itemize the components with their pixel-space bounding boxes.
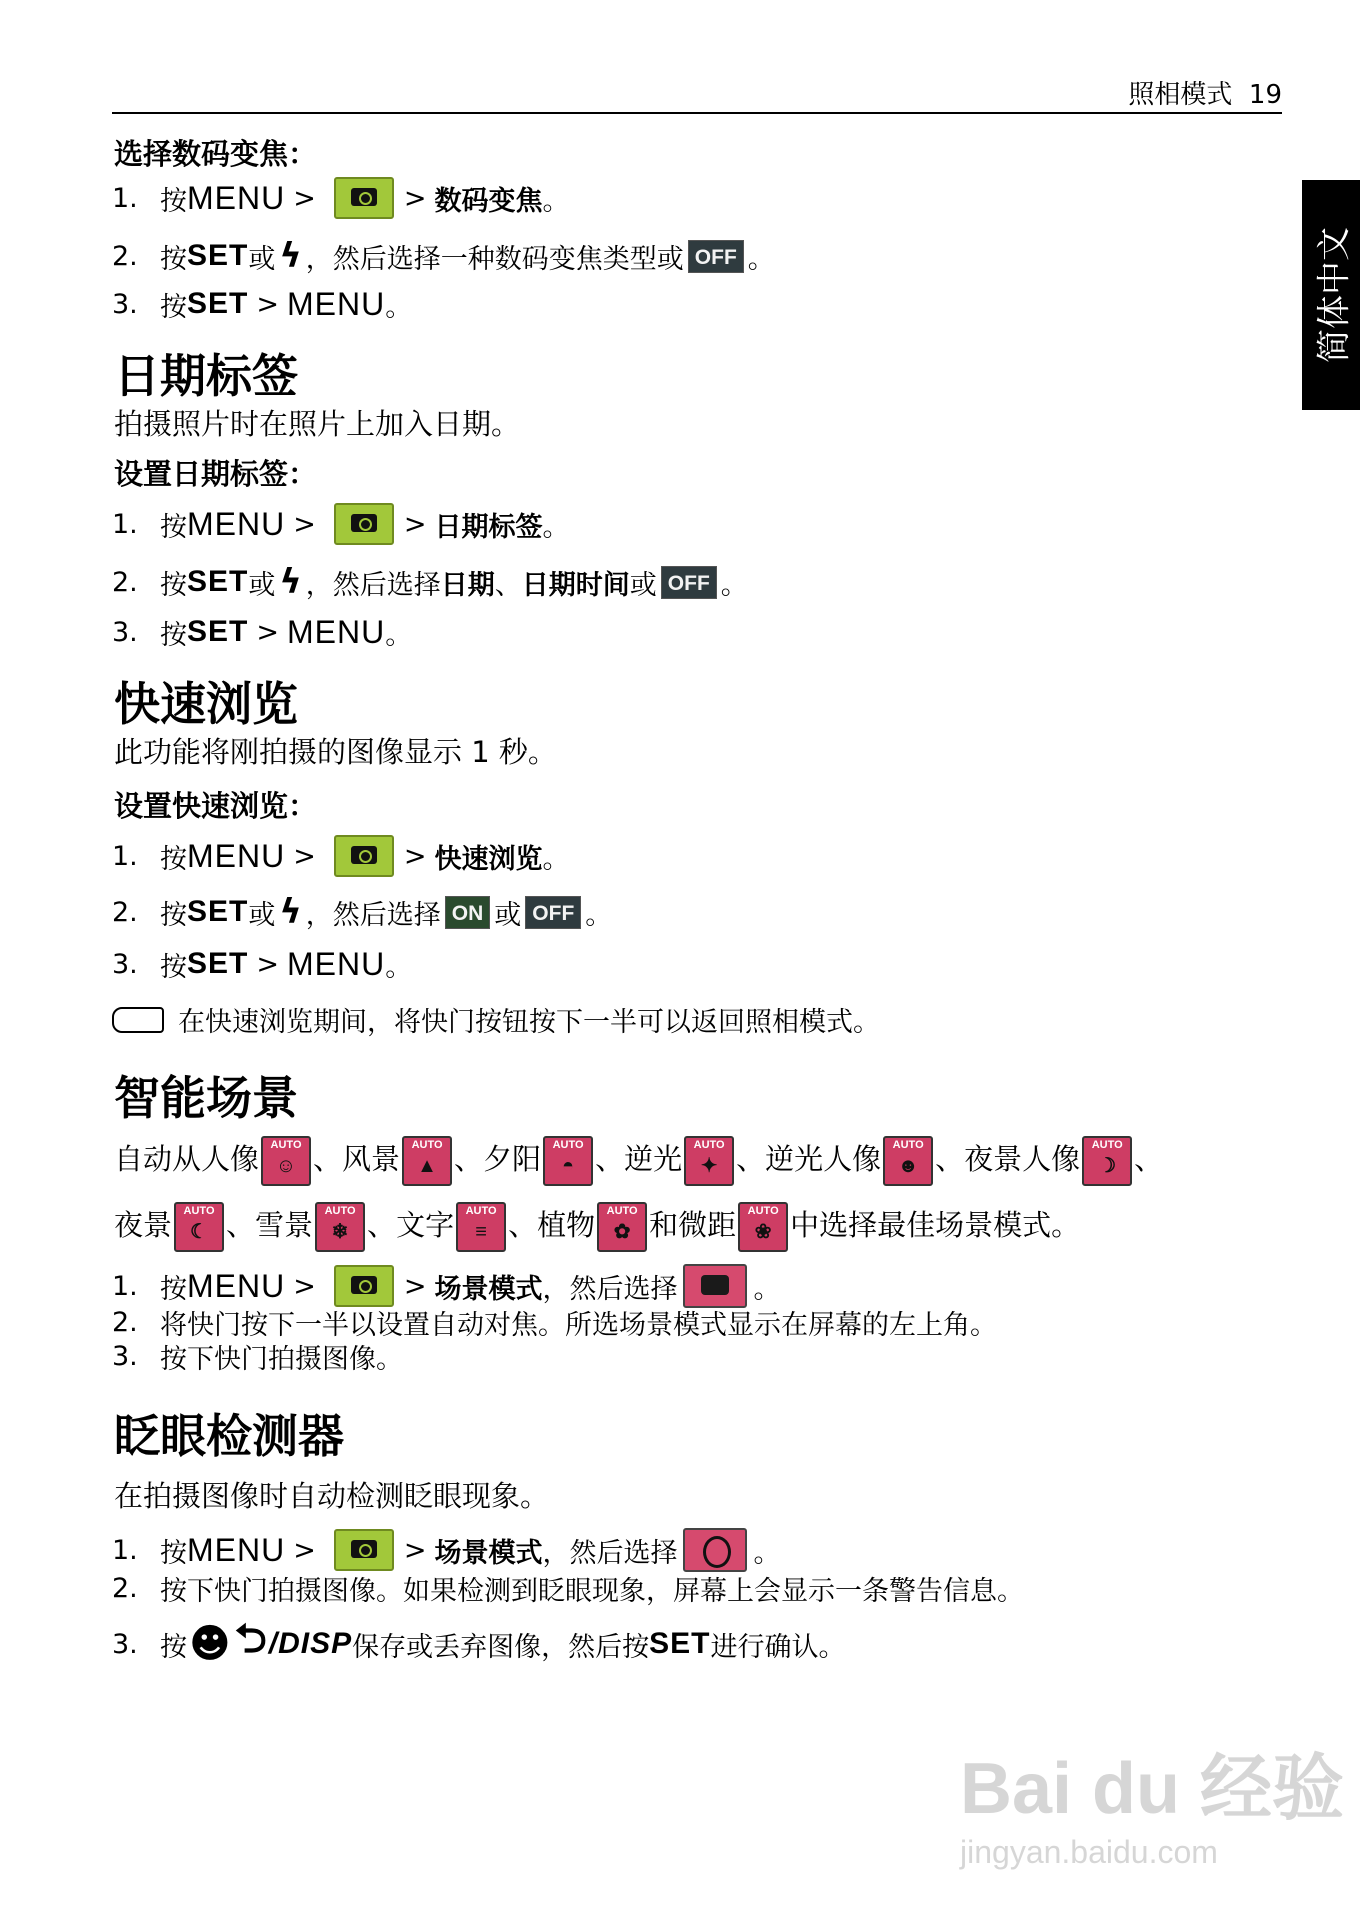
flash-icon: ϟ: [279, 562, 302, 602]
off-icon: OFF: [525, 896, 581, 929]
blink-detector-title: 眨眼检测器: [114, 1409, 344, 1463]
flash-icon: ϟ: [279, 236, 302, 276]
review-step-1: 1. 按 MENU > > 快速浏览 。: [112, 832, 569, 880]
date-step-1: 1. 按 MENU > > 日期标签 。: [112, 500, 569, 548]
header-divider: [112, 112, 1282, 114]
auto-night-icon: AUTO ☾: [174, 1202, 224, 1252]
baidu-watermark: Bai du 经验 jingyan.baidu.com: [960, 1749, 1345, 1870]
smart-scene-icon: [683, 1264, 747, 1308]
on-icon: ON: [445, 896, 491, 929]
review-step-2: 2. 按 SET 或 ϟ ，然后选择 ON 或 OFF 。: [112, 892, 613, 932]
smart-scene-title: 智能场景: [114, 1071, 298, 1125]
blink-step-2: 2. 按下快门拍摄图像。如果检测到眨眼现象，屏幕上会显示一条警告信息。: [112, 1572, 1024, 1607]
digital-zoom-subtitle: 选择数码变焦：: [114, 137, 318, 171]
menu-key: MENU: [187, 179, 286, 216]
off-icon: OFF: [688, 240, 744, 273]
pointing-hand-icon: [112, 1007, 164, 1033]
quick-review-desc: 此功能将刚拍摄的图像显示 1 秒。: [114, 735, 557, 769]
zoom-step-3: 3. 按 SET > MENU 。: [112, 285, 413, 323]
camera-icon: [334, 1265, 394, 1307]
smart-scene-desc: 自动从人像 AUTO ☺ 、风景 AUTO ▲ 、夕阳 AUTO ◓ 、逆光 AUTO ✦ 、逆光人像 AUTO ☻ 、夜景人像 AUTO ☽ 、 夜景 AUTO ☾ 、雪景 AUTO ❄ 、文字 AUTO ≡ 、植物 AUTO ✿ 和微距 AUTO ❀ 中选择最佳场景模式。: [114, 1126, 1294, 1258]
blink-detector-desc: 在拍摄图像时自动检测眨眼现象。: [114, 1479, 550, 1513]
off-icon: OFF: [661, 566, 717, 599]
review-step-3: 3. 按 SET > MENU 。: [112, 945, 413, 983]
zoom-step-1: 1. 按 MENU > > 数码变焦 。: [112, 174, 569, 222]
blink-step-1: 1. 按 MENU > > 场景模式 ，然后选择 。: [112, 1526, 780, 1574]
camera-icon: [334, 835, 394, 877]
auto-backlight-portrait-icon: AUTO ☻: [883, 1136, 933, 1186]
camera-icon: [334, 1529, 394, 1571]
page-number: 19: [1248, 80, 1282, 110]
camera-icon: [334, 177, 394, 219]
auto-text-icon: AUTO ≡: [456, 1202, 506, 1252]
date-stamp-title: 日期标签: [114, 349, 298, 403]
zoom-step-2: 2. 按 SET 或 ϟ ，然后选择一种数码变焦类型或 OFF 。: [112, 236, 775, 276]
return-icon: ⮌: [234, 1616, 267, 1662]
language-tab: 简体中文: [1302, 180, 1360, 410]
blink-detection-icon: [683, 1528, 747, 1572]
camera-icon: [334, 503, 394, 545]
flash-icon: ϟ: [279, 892, 302, 932]
header-title: 照相模式: [1128, 80, 1233, 110]
auto-portrait-icon: AUTO ☺: [261, 1136, 311, 1186]
date-stamp-subtitle: 设置日期标签：: [114, 457, 318, 491]
auto-sunset-icon: AUTO ◓: [543, 1136, 593, 1186]
auto-macro-icon: AUTO ❀: [738, 1202, 788, 1252]
quick-review-subtitle: 设置快速浏览：: [114, 789, 318, 823]
scene-step-3: 3. 按下快门拍摄图像。: [112, 1340, 403, 1375]
auto-backlight-icon: AUTO ✦: [684, 1136, 734, 1186]
scene-step-1: 1. 按 MENU > > 场景模式 ，然后选择 。: [112, 1262, 780, 1310]
date-step-2: 2. 按 SET 或 ϟ ，然后选择 日期 、 日期时间 或 OFF 。: [112, 562, 748, 602]
date-stamp-desc: 拍摄照片时在照片上加入日期。: [114, 407, 521, 441]
quick-review-title: 快速浏览: [114, 677, 298, 731]
scene-step-2: 2. 将快门按下一半以设置自动对焦。所选场景模式显示在屏幕的左上角。: [112, 1306, 997, 1341]
auto-landscape-icon: AUTO ▲: [402, 1136, 452, 1186]
quick-review-note: 在快速浏览期间，将快门按钮按下一半可以返回照相模式。: [112, 1000, 880, 1039]
date-step-3: 3. 按 SET > MENU 。: [112, 613, 413, 651]
face-detect-icon: ☻: [189, 1621, 231, 1667]
auto-snow-icon: AUTO ❄: [315, 1202, 365, 1252]
auto-night-portrait-icon: AUTO ☽: [1082, 1136, 1132, 1186]
page-header: [1128, 74, 1282, 111]
auto-plant-icon: AUTO ✿: [597, 1202, 647, 1252]
set-key: SET: [187, 239, 249, 272]
blink-step-3: 3. 按 ☻ ⮌ /DISP 保存或丢弃图像，然后按 SET 进行确认。: [112, 1620, 845, 1668]
